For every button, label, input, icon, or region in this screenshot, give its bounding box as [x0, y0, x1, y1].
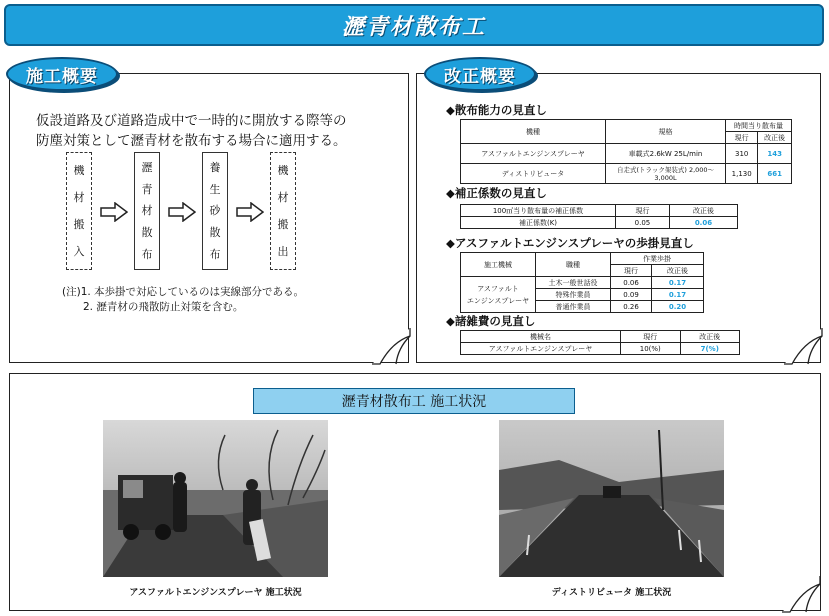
th-shokushu: 職種 — [536, 253, 611, 277]
flow-arrow-icon — [236, 202, 264, 222]
revision-heading: 改正概要 — [444, 66, 516, 87]
cell-shokushu: 特殊作業員 — [536, 289, 611, 301]
overview-description — [36, 111, 396, 151]
th-kaisei: 改正後 — [680, 331, 739, 343]
cell-genko: 0.26 — [611, 301, 652, 313]
misc-expense-table — [460, 330, 740, 355]
flow-arrow-icon — [100, 202, 128, 222]
cell-kaisei: 0.17 — [652, 277, 704, 289]
cell-machine — [461, 277, 536, 313]
cell-kaisei: 661 — [758, 164, 792, 184]
cell-genko: 0.05 — [616, 217, 670, 229]
th-kikai: 機械名 — [461, 331, 621, 343]
cell-kishu: ディストリビュータ — [461, 164, 606, 184]
cell-shokushu: 普通作業員 — [536, 301, 611, 313]
flow-char: 散 — [209, 226, 221, 240]
th-kishu: 機種 — [461, 120, 606, 144]
asphalt-sprayer-photo — [103, 420, 328, 577]
flow-char: 散 — [141, 226, 153, 240]
th-genko: 現行 — [611, 265, 652, 277]
cell-kaisei: 0.17 — [652, 289, 704, 301]
page-curl-bottom — [782, 576, 822, 614]
flow-step-asphalt-spray — [134, 152, 160, 270]
th-kaisei: 改正後 — [652, 265, 704, 277]
section-spray-capacity-title: ◆散布能力の見直し — [446, 103, 547, 117]
caption-asphalt-sprayer: アスファルトエンジンスプレーヤ 施工状況 — [129, 588, 302, 598]
th-genko: 現行 — [726, 132, 758, 144]
note-1: (注)1. 本歩掛で対応しているのは実線部分である。 — [62, 286, 305, 298]
flow-char: 生 — [209, 182, 221, 196]
labor-table — [460, 252, 704, 313]
page-curl-left — [372, 328, 412, 366]
cell-label: 補正係数(K) — [461, 217, 616, 229]
status-title: 瀝青材散布工 施工状況 — [253, 388, 575, 414]
th-genko: 現行 — [616, 205, 670, 217]
cell-kikaku: 車載式2.6kW 25L/min — [606, 144, 726, 164]
overview-heading: 施工概要 — [26, 66, 98, 87]
distributor-photo — [499, 420, 724, 577]
cell-kishu: アスファルトエンジンスプレーヤ — [461, 144, 606, 164]
cell-kaisei: 7(%) — [680, 343, 739, 355]
spray-capacity-table — [460, 119, 792, 184]
flow-char: 砂 — [209, 204, 221, 218]
flow-char: 材 — [141, 204, 153, 218]
caption-distributor: ディストリビュータ 施工状況 — [551, 588, 672, 598]
flow-step-equipment-in — [66, 152, 92, 270]
flow-char: 機 — [73, 164, 85, 177]
description-line-2: 防塵対策として瀝青材を散布する場合に適用する。 — [36, 133, 347, 149]
page-title: 瀝青材散布工 — [341, 14, 486, 40]
cell-genko: 310 — [726, 144, 758, 164]
flow-step-sand-curing — [202, 152, 228, 270]
cell-kikaku: 自走式(トラック架装式) 2,000～3,000L — [606, 164, 726, 184]
cell-genko: 10(%) — [621, 343, 681, 355]
th-kikaku: 規格 — [606, 120, 726, 144]
flow-char: 布 — [141, 247, 153, 261]
cell-shokushu: 土木一般世話役 — [536, 277, 611, 289]
section-misc-title: ◆諸雑費の見直し — [446, 314, 536, 328]
flow-char: 搬 — [277, 218, 289, 231]
flow-char: 材 — [73, 191, 85, 204]
flow-char: 養 — [209, 161, 221, 175]
machine-line-1: アスファルト — [477, 284, 519, 293]
th-label: 100㎡当り散布量の補正係数 — [461, 205, 616, 217]
th-kaisei: 改正後 — [669, 205, 737, 217]
section-correction-title: ◆補正係数の見直し — [446, 186, 547, 200]
th-kishu: 施工機械 — [461, 253, 536, 277]
title-banner — [4, 4, 824, 46]
overview-notes — [62, 285, 392, 315]
flow-step-equipment-out — [270, 152, 296, 270]
th-group: 作業歩掛 — [611, 253, 704, 265]
note-2: 2. 瀝青材の飛散防止対策を含む。 — [83, 301, 244, 313]
section-labor-title: ◆アスファルトエンジンスプレーヤの歩掛見直し — [446, 236, 694, 250]
page-curl-right — [784, 328, 824, 366]
th-genko: 現行 — [621, 331, 681, 343]
th-group: 時間当り散布量 — [726, 120, 792, 132]
flow-char: 材 — [277, 191, 289, 204]
flow-char: 布 — [209, 247, 221, 261]
cell-kikai: アスファルトエンジンスプレーヤ — [461, 343, 621, 355]
flow-char: 機 — [277, 164, 289, 177]
cell-kaisei: 143 — [758, 144, 792, 164]
flow-char: 青 — [141, 182, 153, 196]
cell-kaisei: 0.20 — [652, 301, 704, 313]
cell-kaisei: 0.06 — [669, 217, 737, 229]
flow-char: 搬 — [73, 218, 85, 231]
cell-genko: 0.06 — [611, 277, 652, 289]
flow-char: 出 — [277, 245, 289, 258]
correction-table — [460, 204, 738, 229]
overview-heading-oval — [6, 57, 118, 91]
flow-arrow-icon — [168, 202, 196, 222]
cell-genko: 0.09 — [611, 289, 652, 301]
flow-char: 瀝 — [141, 161, 153, 175]
cell-genko: 1,130 — [726, 164, 758, 184]
machine-line-2: エンジンスプレーヤ — [466, 296, 530, 305]
flow-char: 入 — [73, 245, 85, 258]
revision-heading-oval — [424, 57, 536, 91]
description-line-1: 仮設道路及び道路造成中で一時的に開放する際等の — [36, 113, 347, 129]
th-kaisei: 改正後 — [758, 132, 792, 144]
